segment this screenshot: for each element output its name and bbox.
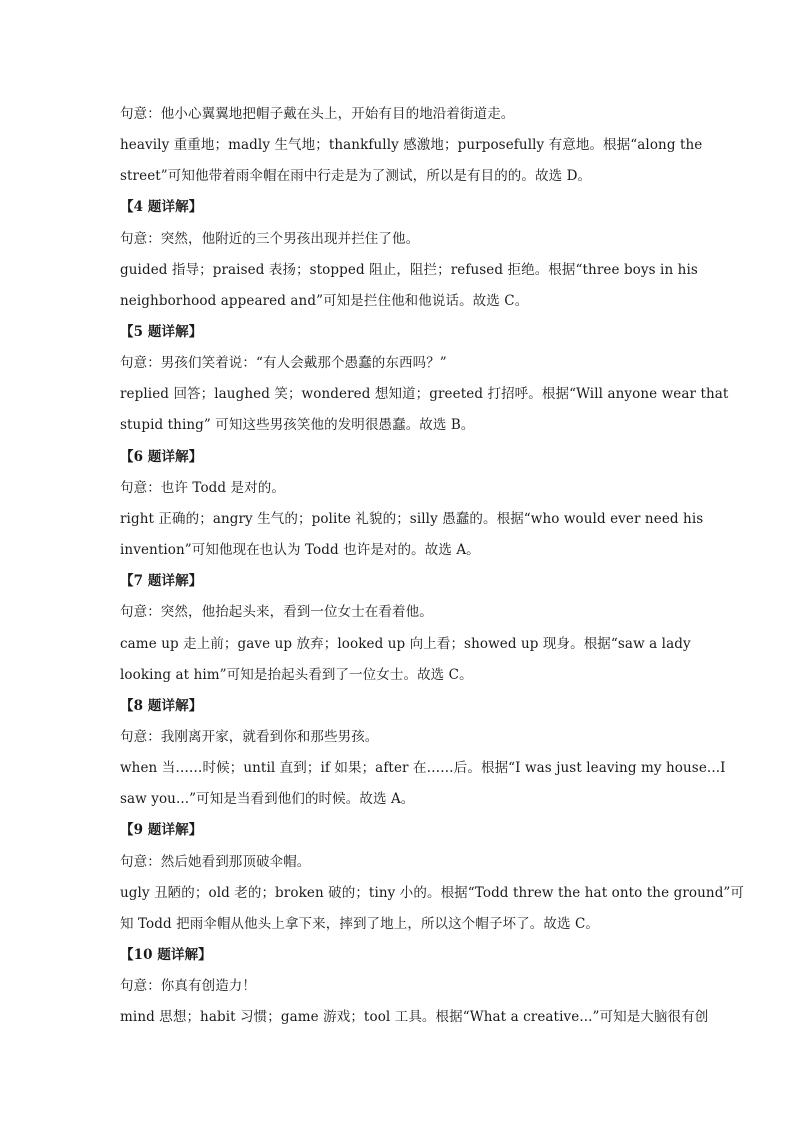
sentence-meaning-8: 句意：我刚离开家，就看到你和那些男孩。 bbox=[120, 729, 379, 745]
explanation-line: stupid thing” 可知这些男孩笑他的发明很愚蠢。故选 B。 bbox=[120, 417, 475, 433]
explanation-line: right 正确的；angry 生气的；polite 礼貌的；silly 愚蠢的。根据“who would ever need his bbox=[120, 511, 704, 527]
sentence-meaning-4: 句意：突然，他附近的三个男孩出现并拦住了他。 bbox=[120, 231, 420, 247]
question-10-heading: 【10 题详解】 bbox=[120, 947, 212, 963]
explanation-line: street”可知他带着雨伞帽在雨中行走是为了测试，所以是有目的的。故选 D。 bbox=[120, 168, 592, 184]
question-6-heading: 【6 题详解】 bbox=[120, 449, 203, 465]
explanation-line: looking at him”可知是抬起头看到了一位女士。故选 C。 bbox=[120, 667, 473, 683]
sentence-meaning-10: 句意：你真有创造力！ bbox=[120, 978, 256, 994]
explanation-line: when 当……时候；until 直到；if 如果；after 在……后。根据“I was just leaving my house...I bbox=[120, 760, 726, 776]
explanation-line: heavily 重重地；madly 生气地；thankfully 感激地；purposefully 有意地。根据“along the bbox=[120, 137, 703, 153]
explanation-line: replied 回答；laughed 笑；wondered 想知道；greeted 打招呼。根据“Will anyone wear that bbox=[120, 386, 729, 402]
explanation-line: guided 指导；praised 表扬；stopped 阻止，阻拦；refused 拒绝。根据“three boys in his bbox=[120, 262, 698, 278]
explanation-line: ugly 丑陋的；old 老的；broken 破的；tiny 小的。根据“Todd threw the hat onto the ground”可 bbox=[120, 885, 745, 901]
explanation-line: came up 走上前；gave up 放弃；looked up 向上看；showed up 现身。根据“saw a lady bbox=[120, 636, 691, 652]
question-4-heading: 【4 题详解】 bbox=[120, 199, 203, 215]
explanation-line: 知 Todd 把雨伞帽从他头上拿下来，摔到了地上，所以这个帽子坏了。故选 C。 bbox=[120, 916, 599, 932]
sentence-meaning-5: 句意：男孩们笑着说：“有人会戴那个愚蠢的东西吗？” bbox=[120, 355, 447, 371]
sentence-meaning-3: 句意：他小心翼翼地把帽子戴在头上，开始有目的地沿着街道走。 bbox=[120, 106, 515, 122]
sentence-meaning-7: 句意：突然，他抬起头来，看到一位女士在看着他。 bbox=[120, 604, 433, 620]
explanation-line: saw you...”可知是当看到他们的时候。故选 A。 bbox=[120, 791, 415, 807]
explanation-line: mind 思想；habit 习惯；game 游戏；tool 工具。根据“What a creative...”可知是大脑很有创 bbox=[120, 1009, 709, 1025]
sentence-meaning-6: 句意：也许 Todd 是对的。 bbox=[120, 480, 285, 496]
sentence-meaning-9: 句意：然后她看到那顶破伞帽。 bbox=[120, 854, 311, 870]
question-9-heading: 【9 题详解】 bbox=[120, 822, 203, 838]
explanation-line: invention”可知他现在也认为 Todd 也许是对的。故选 A。 bbox=[120, 542, 480, 558]
question-5-heading: 【5 题详解】 bbox=[120, 324, 203, 340]
question-8-heading: 【8 题详解】 bbox=[120, 698, 203, 714]
explanation-line: neighborhood appeared and”可知是拦住他和他说话。故选 C。 bbox=[120, 293, 529, 309]
question-7-heading: 【7 题详解】 bbox=[120, 573, 203, 589]
